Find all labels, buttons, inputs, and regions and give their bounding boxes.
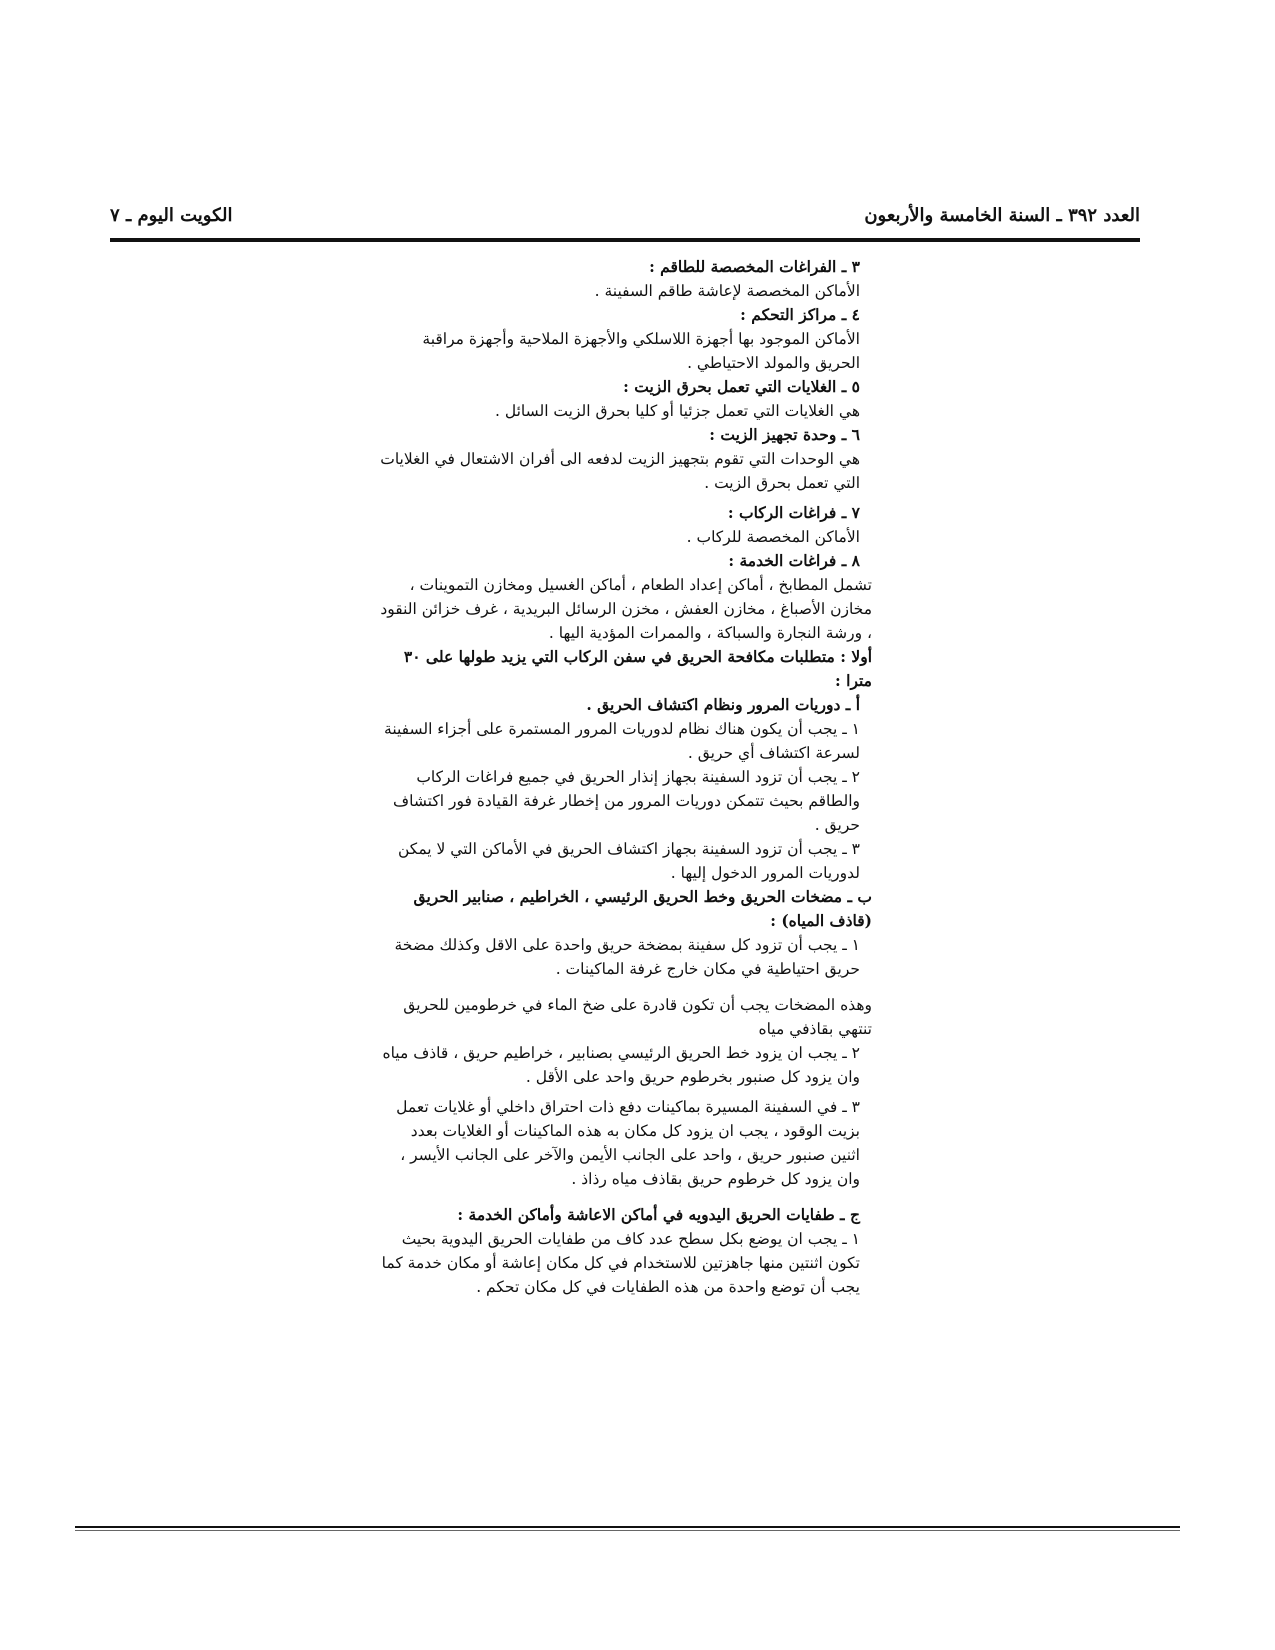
section-heading: أولا : متطلبات مكافحة الحريق في سفن الركاب التي يزيد طولها على ٣٠ مترا : [403, 647, 872, 690]
section-heading: ٨ ـ فراغات الخدمة : [728, 551, 860, 570]
paragraph: هي الغلايات التي تعمل جزئيا أو كليا بحرق الزيت السائل . [495, 402, 860, 420]
section-heading: ٣ ـ الفراغات المخصصة للطاقم : [649, 257, 860, 276]
paragraph: ٢ ـ يجب ان يزود خط الحريق الرئيسي بصنابير ، خراطيم حريق ، قاذف مياه وان يزود كل صنبور بخرطوم حريق واحد على الأقل . [382, 1044, 860, 1086]
paragraph: ١ ـ يجب أن يكون هناك نظام لدوريات المرور المستمرة على أجزاء السفينة لسرعة اكتشاف أي حريق . [384, 720, 860, 762]
paragraph: تشمل المطابخ ، أماكن إعداد الطعام ، أماكن الغسيل ومخازن التموينات ، مخازن الأصباغ ، مخازن العفش ، مخزن الرسائل البريدية ، غرف خزائن النقود ، ورشة النجارة والسباكة ، والممرات المؤدية اليها . [380, 576, 872, 642]
paragraph: الأماكن الموجود بها أجهزة اللاسلكي والأجهزة الملاحية وأجهزة مراقبة الحريق والمولد الاحتياطي . [422, 330, 860, 372]
paragraph: هي الوحدات التي تقوم بتجهيز الزيت لدفعه الى أفران الاشتعال في الغلايات التي تعمل بحرق الزيت . [380, 450, 860, 492]
publication-name: الكويت اليوم ـ ٧ [110, 205, 233, 226]
section-heading: ٧ ـ فراغات الركاب : [727, 503, 860, 522]
main-column [380, 255, 900, 1299]
paragraph: ٢ ـ يجب أن تزود السفينة بجهاز إنذار الحريق في جميع فراغات الركاب والطاقم بحيث تتمكن دوريات المرور من إخطار غرفة القيادة فور اكتشاف حريق . [393, 768, 860, 834]
section-heading: ٥ ـ الغلايات التي تعمل بحرق الزيت : [623, 377, 860, 396]
paragraph: وهذه المضخات يجب أن تكون قادرة على ضخ الماء في خرطومين للحريق تنتهي بقاذفي مياه [403, 996, 872, 1038]
subsection-heading: ج ـ طفايات الحريق اليدويه في أماكن الاعاشة وأماكن الخدمة : [457, 1205, 860, 1224]
paragraph: ١ ـ يجب ان يوضع بكل سطح عدد كاف من طفايات الحريق اليدوية بحيث تكون اثنتين منها جاهزتين للاستخدام في كل مكان إعاشة أو مكان خدمة كما يجب أن توضع واحدة من هذه الطفايات في كل مكان تحكم . [381, 1230, 860, 1296]
section-heading: ٦ ـ وحدة تجهيز الزيت : [709, 425, 860, 444]
paragraph: ٣ ـ يجب أن تزود السفينة بجهاز اكتشاف الحريق في الأماكن التي لا يمكن لدوريات المرور الدخول إليها . [397, 840, 860, 882]
page-header [110, 205, 1140, 235]
subsection-heading: ب ـ مضخات الحريق وخط الحريق الرئيسي ، الخراطيم ، صنابير الحريق (قاذف المياه) : [413, 887, 872, 930]
paragraph: ١ ـ يجب أن تزود كل سفينة بمضخة حريق واحدة على الاقل وكذلك مضخة حريق احتياطية في مكان خارج غرفة الماكينات . [394, 936, 860, 978]
paragraph: الأماكن المخصصة للركاب . [686, 528, 860, 546]
header-rule [110, 238, 1140, 242]
paragraph: ٣ ـ في السفينة المسيرة بماكينات دفع ذات احتراق داخلي أو غلايات تعمل بزيت الوقود ، يجب ان يزود كل مكان به هذه الماكينات أو الغلايات بعدد اثنين صنبور حريق ، واحد على الجانب الأيمن والآخر على الجانب الأيسر ، وان يزود كل خرطوم حريق بقاذف مياه رذاذ . [396, 1098, 860, 1188]
issue-info: العدد ٣٩٢ ـ السنة الخامسة والأربعون [864, 205, 1140, 226]
footer-rule [75, 1526, 1180, 1528]
footer-rule-thin [75, 1530, 1180, 1531]
paragraph: الأماكن المخصصة لإعاشة طاقم السفينة . [594, 282, 860, 300]
subsection-heading: أ ـ دوريات المرور ونظام اكتشاف الحريق . [586, 695, 860, 714]
section-heading: ٤ ـ مراكز التحكم : [740, 305, 860, 324]
